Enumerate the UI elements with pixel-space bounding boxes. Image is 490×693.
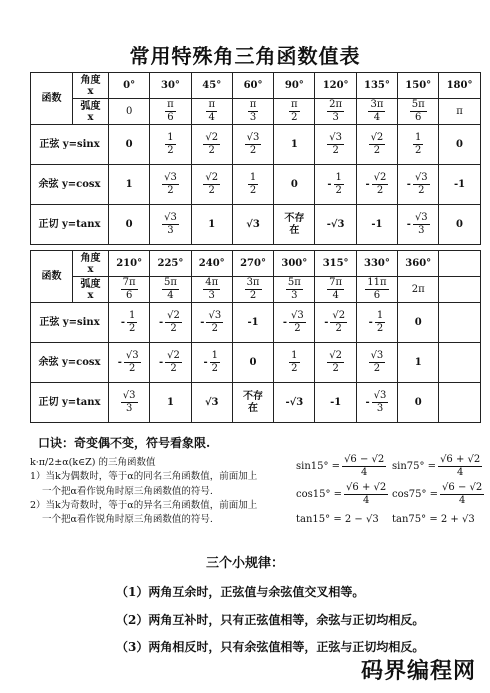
fraction: $\frac{3\pi}{2}$ [246,277,260,301]
value-text: 0 [125,219,133,230]
radian-label: 弧度 x [73,277,109,303]
fraction: $\frac{√3}{3}$ [373,390,387,414]
fraction: $\frac{1}{2}$ [291,350,298,374]
value-cell [109,125,150,165]
fraction: $\frac{√3}{2}$ [164,172,177,196]
sign: - [327,179,332,190]
function-header: 函数 [31,251,73,303]
fraction: $\frac{5\pi}{6}$ [411,99,425,123]
fraction: $\frac{\pi}{3}$ [249,99,257,123]
sign: - [406,179,411,190]
degree-cell: 360° [398,251,439,277]
degree-cell: 120° [315,73,356,99]
empty-cell [439,343,480,383]
value-cell [398,383,439,423]
value-cell [356,125,397,165]
fraction: $\frac{√3}{3}$ [164,212,177,236]
function-header: 函数 [31,73,73,125]
degree-cell: 270° [232,251,273,277]
value-cell [191,343,232,383]
fraction: $\frac{5\pi}{3}$ [287,277,301,301]
fraction: $\frac{\pi}{4}$ [208,99,216,123]
fraction: $\frac{1}{2}$ [167,132,174,156]
trig-table-1 [30,72,481,245]
value-cell [232,205,273,245]
radian-cell [191,99,232,125]
value-text: -√3 [326,219,345,230]
value-cell [439,125,480,165]
formula-cos15: cos15° = $\frac{√6 + √2}{4}$ [296,482,387,506]
value-cell [398,205,439,245]
value-cell [150,343,191,383]
value-cell [109,205,150,245]
fraction: $\frac{1}{2}$ [211,350,218,374]
value-text: -√3 [285,397,304,408]
sign: - [406,219,411,230]
fraction: $\frac{√3}{2}$ [329,132,342,156]
note-line: 1）当k为偶数时，等于α的同名三角函数值，前面加上 [30,471,258,483]
value-cell [232,303,273,343]
value-cell [315,303,356,343]
value-cell [150,125,191,165]
rule-2: （2）两角互补时，只有正弦值相等，余弦与正切均相反。 [116,613,425,627]
page-title: 常用特殊角三角函数值表 [129,44,361,68]
rule-1: （1）两角互余时，正弦值与余弦值交叉相等。 [116,585,365,599]
degree-label: 角度 x [73,251,109,277]
radian-cell [232,99,273,125]
degree-cell: 210° [109,251,150,277]
fraction: $\frac{√3}{3}$ [122,390,136,414]
value-text: 不存在 [243,390,264,414]
radian-cell [398,277,439,303]
radian-cell [356,277,397,303]
function-label: 正弦 y=sinx [31,125,109,165]
degree-label: 角度 x [73,73,109,99]
value-cell [109,165,150,205]
radian-cell [150,99,191,125]
radian-cell [356,99,397,125]
value-cell [356,303,397,343]
empty-cell [439,277,480,303]
value-cell [232,125,273,165]
fraction: $\frac{2\pi}{3}$ [329,99,343,123]
mnemonic: 口诀：奇变偶不变，符号看象限. [38,436,211,450]
fraction: $\frac{√3}{2}$ [125,350,139,374]
degree-cell: 45° [191,73,232,99]
radian-cell [439,99,480,125]
value-text: -1 [453,179,466,190]
function-label: 正弦 y=sinx [31,303,109,343]
value-cell [232,165,273,205]
fraction: $\frac{√3}{3}$ [414,212,428,236]
value-text: -1 [330,397,342,408]
value-cell [315,165,356,205]
fraction: $\frac{√3}{2}$ [246,132,260,156]
fraction: $\frac{3\pi}{4}$ [370,99,384,123]
degree-cell: 330° [356,251,397,277]
value-cell [274,125,315,165]
value-cell [398,125,439,165]
value-cell [274,343,315,383]
value-text: 0 [290,179,298,190]
value-cell [191,383,232,423]
fraction: $\frac{√3}{2}$ [208,310,222,334]
value-cell [274,383,315,423]
sign: - [200,317,205,328]
empty-cell [439,383,480,423]
value-cell [150,383,191,423]
function-label: 余弦 y=cosx [31,343,109,383]
fraction: $\frac{1}{2}$ [335,172,342,196]
degree-cell: 315° [315,251,356,277]
value-cell [315,343,356,383]
value-text: 0 [456,139,463,150]
value-text: 1 [290,139,298,150]
value-cell [109,383,150,423]
value-cell [191,303,232,343]
sign: - [368,317,373,328]
value-cell [315,383,356,423]
fraction: $\frac{1}{2}$ [415,132,422,156]
formula-cos75: cos75° = $\frac{√6 - √2}{4}$ [392,482,483,506]
value-cell [398,343,439,383]
sign: - [365,179,370,190]
radian-cell [274,277,315,303]
value-cell [274,303,315,343]
value-cell [232,343,273,383]
degree-cell: 150° [398,73,439,99]
formula-tan15: tan15° = 2 − √3 [296,514,379,525]
value-cell [274,205,315,245]
fraction: $\frac{\pi}{6}$ [167,99,174,123]
value-text: 1 [414,357,422,368]
formula-sin15: sin15° = $\frac{√6 - √2}{4}$ [296,454,385,478]
note-line: 一个把α看作锐角时原三角函数值的符号. [42,485,213,497]
note-line: 一个把α看作锐角时原三角函数值的符号. [42,514,213,525]
value-cell [356,343,397,383]
radian-cell [150,277,191,303]
reduction-note [30,456,270,527]
value-text: √3 [204,397,219,408]
value-cell [356,383,397,423]
empty-cell [439,303,480,343]
note-line: k·π/2±α(k∈Z) 的三角函数值 [30,457,156,468]
fraction: $\frac{√3}{2}$ [291,310,304,334]
fraction: $\frac{√2}{2}$ [373,172,387,196]
value-text: 0 [125,106,133,117]
value-text: 0 [125,139,133,150]
value-text: π [456,106,463,117]
value-cell [398,303,439,343]
formula-sin75: sin75° = $\frac{√6 + √2}{4}$ [392,454,481,478]
value-text: -1 [247,317,259,328]
fraction: $\frac{√3}{2}$ [370,350,384,374]
fraction: $\frac{√2}{2}$ [167,350,180,374]
fraction: $\frac{1}{2}$ [249,172,257,196]
value-cell [439,205,480,245]
value-text: 1 [125,179,133,190]
fraction: $\frac{√2}{2}$ [167,310,180,334]
value-cell [191,125,232,165]
radian-cell [109,277,150,303]
value-cell [150,303,191,343]
fraction: $\frac{√2}{2}$ [370,132,384,156]
value-cell [315,205,356,245]
sign: - [365,397,370,408]
sign: - [203,357,208,368]
radian-cell [315,277,356,303]
value-text: √3 [246,219,260,230]
sign: - [282,317,288,328]
site-watermark: 码界编程网 [360,659,476,684]
fraction: $\frac{\pi}{2}$ [291,99,298,123]
fraction: $\frac{5\pi}{4}$ [163,277,177,301]
degree-cell: 0° [109,73,150,99]
degree-cell: 240° [191,251,232,277]
fraction: $\frac{1}{2}$ [376,310,384,334]
value-cell [356,205,397,245]
sign: - [159,317,164,328]
value-text: 0 [456,219,463,230]
radian-cell [109,99,150,125]
fraction: $\frac{7\pi}{4}$ [329,277,343,301]
rules-title: 三个小规律： [205,556,284,571]
value-text: -1 [371,219,383,230]
fraction: $\frac{√2}{2}$ [205,172,219,196]
degree-cell: 30° [150,73,191,99]
fraction: $\frac{√2}{2}$ [205,132,219,156]
value-cell [398,165,439,205]
degree-cell: 225° [150,251,191,277]
value-cell [274,165,315,205]
fraction: $\frac{7\pi}{6}$ [122,277,136,301]
degree-cell: 180° [439,73,480,99]
fraction: $\frac{√2}{2}$ [329,350,342,374]
degree-cell: 60° [232,73,273,99]
value-text: 0 [414,317,422,328]
fraction: $\frac{√3}{2}$ [414,172,428,196]
value-cell [315,125,356,165]
value-text: 0 [414,397,422,408]
value-cell [191,165,232,205]
function-label: 正切 y=tanx [31,383,109,423]
degree-cell: 300° [274,251,315,277]
value-text: 不存在 [284,212,305,236]
value-cell [109,343,150,383]
value-cell [439,165,480,205]
note-line: 2）当k为奇数时，等于α的异名三角函数值，前面加上 [30,499,258,511]
value-cell [109,303,150,343]
value-text: 1 [208,219,216,230]
radian-cell [315,99,356,125]
value-cell [150,165,191,205]
fraction: $\frac{1}{2}$ [129,310,136,334]
value-cell [191,205,232,245]
sign: - [324,317,329,328]
function-label: 正切 y=tanx [31,205,109,245]
fraction: $\frac{11\pi}{6}$ [367,277,387,301]
fraction: $\frac{4\pi}{3}$ [205,277,219,301]
value-cell [356,165,397,205]
empty-cell [439,251,480,277]
value-cell [232,383,273,423]
value-text: 2π [411,284,425,295]
value-text: 0 [249,357,257,368]
sign: - [120,317,126,328]
degree-cell: 135° [356,73,397,99]
radian-cell [398,99,439,125]
fraction: $\frac{√2}{2}$ [332,310,346,334]
function-label: 余弦 y=cosx [31,165,109,205]
radian-cell [191,277,232,303]
formula-tan75: tan75° = 2 + √3 [392,514,475,525]
rule-3: （3）两角相反时，只有余弦值相等，正弦与正切均相反。 [116,640,425,654]
sign: - [117,357,122,368]
value-text: 1 [166,397,174,408]
value-cell [150,205,191,245]
sign: - [159,357,164,368]
radian-cell [232,277,273,303]
radian-label: 弧度 x [73,99,109,125]
trig-table-2 [30,250,481,423]
radian-cell [274,99,315,125]
degree-cell: 90° [274,73,315,99]
